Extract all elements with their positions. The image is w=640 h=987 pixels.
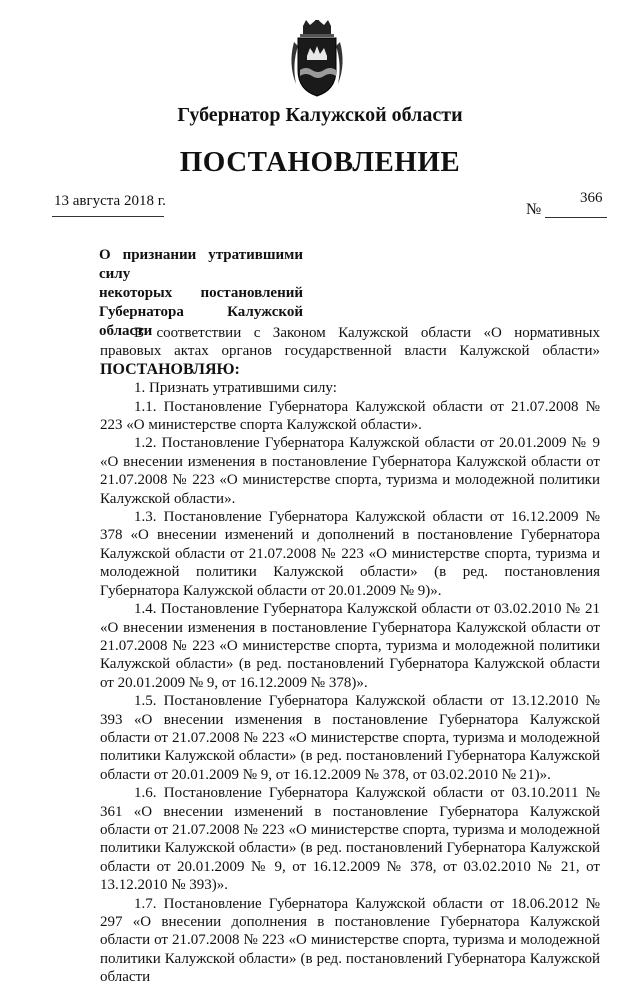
resolution-keyword: ПОСТАНОВЛЯЮ: — [100, 360, 240, 378]
clause-1-2: 1.2. Постановление Губернатора Калужской области от 20.01.2009 № 9 «О внесении изменения в постановление Губернатора Калужской области от 21.07.2008 № 223 «О министерстве спорта, туризма и молодежной политики Калужской области». — [100, 435, 600, 507]
intro-text: В соответствии с Законом Калужской области «О нормативных правовых актах органов государственной власти Калужской области» — [100, 325, 600, 360]
clause-1-7: 1.7. Постановление Губернатора Калужской области от 18.06.2012 № 297 «О внесении дополнения в постановление Губернатора Калужской области от 21.07.2008 № 223 «О министерстве спорта, туризма и молодежной политики Калужской области» (в ред. постановлений Губернатора Калужской области — [100, 895, 600, 986]
clause-1-1: 1.1. Постановление Губернатора Калужской области от 21.07.2008 № 223 «О министерстве спорта Калужской области». — [100, 398, 600, 434]
clause-1-3: 1.3. Постановление Губернатора Калужской области от 16.12.2009 № 378 «О внесении изменений и дополнений в постановление Губернатора Калужской области от 21.07.2008 № 223 «О министерстве спорта, туризма и молодежной политики Калужской области» (в ред. постановления Губернатора Калужской области от 20.01.2009 № 9)». — [100, 509, 600, 599]
clause-1-6: 1.6. Постановление Губернатора Калужской области от 03.10.2011 № 361 «О внесении изменений в постановление Губернатора Калужской области от 21.07.2008 № 223 «О министерстве спорта, туризма и молодежной политики Калужской области» (в ред. постановлений Губернатора Калужской области от 20.01.2009 № 9, от 16.12.2009 № 378, от 03.02.2010 № 21, от 13.12.2010 № 393)». — [100, 785, 600, 894]
document-number: 366 — [580, 190, 603, 206]
number-underline — [545, 217, 607, 218]
number-sign: № — [526, 201, 542, 218]
clause-1-4: 1.4. Постановление Губернатора Калужской области от 03.02.2010 № 21 «О внесении изменения в постановление Губернатора Калужской области от 21.07.2008 № 223 «О министерстве спорта, туризма и молодежной политики Калужской области» (в ред. постановлений Губернатора Калужской области от 20.01.2009 № 9, от 16.12.2009 № 378)». — [100, 601, 600, 691]
kaluga-coat-of-arms-icon — [286, 20, 348, 98]
document-date: 13 августа 2018 г. — [54, 193, 166, 209]
subject-line: О признании утратившими силу — [99, 247, 303, 282]
issuer-title: Губернатор Калужской области — [177, 104, 463, 126]
document-body — [100, 324, 600, 987]
document-type-heading: ПОСТАНОВЛЕНИЕ — [179, 146, 461, 178]
clause-1: 1. Признать утратившими силу: — [134, 380, 337, 397]
subject-line: некоторых постановлений — [99, 285, 303, 301]
clause-1-5: 1.5. Постановление Губернатора Калужской области от 13.12.2010 № 393 «О внесении изменения в постановление Губернатора Калужской области от 21.07.2008 № 223 «О министерстве спорта, туризма и молодежной политики Калужской области» (в ред. постановлений Губернатора Калужской области от 20.01.2009 № 9, от 16.12.2009 № 378, от 03.02.2010 № 21)». — [100, 693, 600, 783]
intro-paragraph — [100, 324, 600, 379]
subject-line: Губернатора Калужской области — [99, 304, 303, 339]
date-underline — [52, 216, 164, 217]
